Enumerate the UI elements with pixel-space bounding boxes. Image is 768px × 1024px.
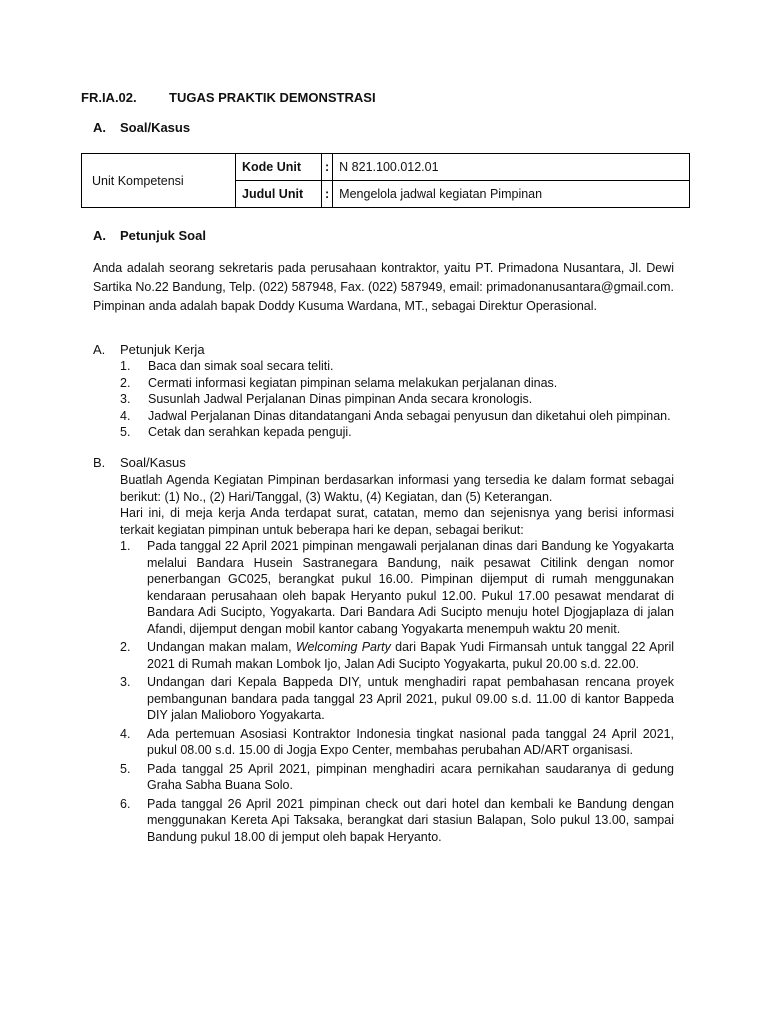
- list-item: 2. Cermati informasi kegiatan pimpinan selama melakukan perjalanan dinas.: [120, 375, 558, 390]
- colon-separator: :: [322, 181, 333, 208]
- list-item: 3. Susunlah Jadwal Perjalanan Dinas pimpinan Anda secara kronologis.: [120, 392, 533, 406]
- judul-unit-label: Judul Unit: [236, 181, 322, 208]
- form-title: TUGAS PRAKTIK DEMONSTRASI: [169, 90, 376, 105]
- soal-intro-paragraph-1: Buatlah Agenda Kegiatan Pimpinan berdasarkan informasi yang tersedia ke dalam format sebagai berikut: (1) No., (2) Hari/Tanggal, (3) Waktu, (4) Kegiatan, dan (5) Keterangan.: [120, 473, 674, 504]
- list-item: 2. Undangan makan malam, Welcoming Party dari Bapak Yudi Firmansah untuk tanggal 22 April 2021 di Rumah makan Lombok Ijo, Jalan Adi Sucipto Yogyakarta, pukul 20.00 s.d. 22.00.: [120, 640, 675, 671]
- soal-intro-paragraph-2: Hari ini, di meja kerja Anda terdapat surat, catatan, memo dan sejenisnya yang berisi informasi terkait kegiatan pimpinan untuk beberapa hari ke depan, sebagai berikut:: [120, 506, 674, 537]
- kode-unit-label: Kode Unit: [236, 154, 322, 181]
- colon-separator: :: [322, 154, 333, 181]
- section-heading-petunjuk-kerja: A. Petunjuk Kerja: [93, 342, 205, 357]
- judul-unit-value: Mengelola jadwal kegiatan Pimpinan: [333, 181, 690, 208]
- section-heading-petunjuk-soal: A. Petunjuk Soal: [93, 228, 206, 243]
- form-code: FR.IA.02.: [81, 90, 137, 105]
- table-row: [82, 154, 690, 181]
- section-heading-soal-kasus-b: B. Soal/Kasus: [93, 455, 186, 470]
- section-heading-soal-kasus: A. Soal/Kasus: [93, 120, 191, 135]
- petunjuk-soal-paragraph: Anda adalah seorang sekretaris pada perusahaan kontraktor, yaitu PT. Primadona Nusantara, Jl. Dewi Sartika No.22 Bandung, Telp. (022) 587948, Fax. (022) 587949, email: primadonanusantara@gmail.com. Pimpinan anda adalah bapak Doddy Kusuma Wardana, MT., sebagai Direktur Operasional.: [93, 261, 674, 313]
- list-item: 1. Pada tanggal 22 April 2021 pimpinan mengawali perjalanan dinas dari Bandung ke Yogyakarta melalui Bandara Husein Sastranegara Bandung, naik pesawat Citilink dengan nomor penerbangan GC025, berangkat pukul 16.00. Pimpinan dijemput di rumah menggunakan kendaraan perusahaan oleh bapak Heryanto pukul 12.00. Pukul 17.00 pesawat mendarat di Bandara Adi Sucipto, Yogyakarta. Dari Bandara Adi Sucipto menuju hotel Djogjaplaza di jalan Afandi, dijemput dengan mobil kantor cabang Yogyakarta menempuh waktu 20 menit.: [120, 539, 674, 636]
- list-item: 5. Pada tanggal 25 April 2021, pimpinan menghadiri acara pernikahan saudaranya di gedung Graha Sabha Buana Solo.: [120, 761, 674, 792]
- kode-unit-value: N 821.100.012.01: [333, 154, 690, 181]
- list-item: 3. Undangan dari Kepala Bappeda DIY, untuk menghadiri rapat pembahasan rencana proyek pembangunan bandara pada tanggal 23 April 2021, pukul 09.00 s.d. 11.00 di kantor Bappeda DIY jalan Malioboro Yogyakarta.: [120, 675, 674, 722]
- list-item: 6. Pada tanggal 26 April 2021 pimpinan check out dari hotel dan kembali ke Bandung dengan menggunakan Kereta Api Taksaka, berangkat dari stasiun Balapan, Solo pukul 13.00, sampai Bandung pukul 18.00 di jemput oleh bapak Heryanto.: [120, 796, 674, 844]
- list-item: 5. Cetak dan serahkan kepada penguji.: [120, 425, 352, 439]
- form-header: [81, 90, 376, 105]
- list-item: 4. Ada pertemuan Asosiasi Kontraktor Indonesia tingkat nasional pada tanggal 24 April 2021, pukul 08.00 s.d. 15.00 di Jogja Expo Center, membahas perubahan AD/ART organisasi.: [120, 726, 674, 757]
- list-item: 1. Baca dan simak soal secara teliti.: [120, 359, 334, 373]
- case-list: [120, 538, 674, 847]
- list-item: 4. Jadwal Perjalanan Dinas ditandatangani Anda sebagai penyusun dan diketahui oleh pimpinan.: [120, 408, 671, 423]
- unit-competency-table: [81, 153, 690, 208]
- petunjuk-kerja-list: [120, 358, 680, 441]
- unit-kompetensi-label: Unit Kompetensi: [82, 154, 236, 208]
